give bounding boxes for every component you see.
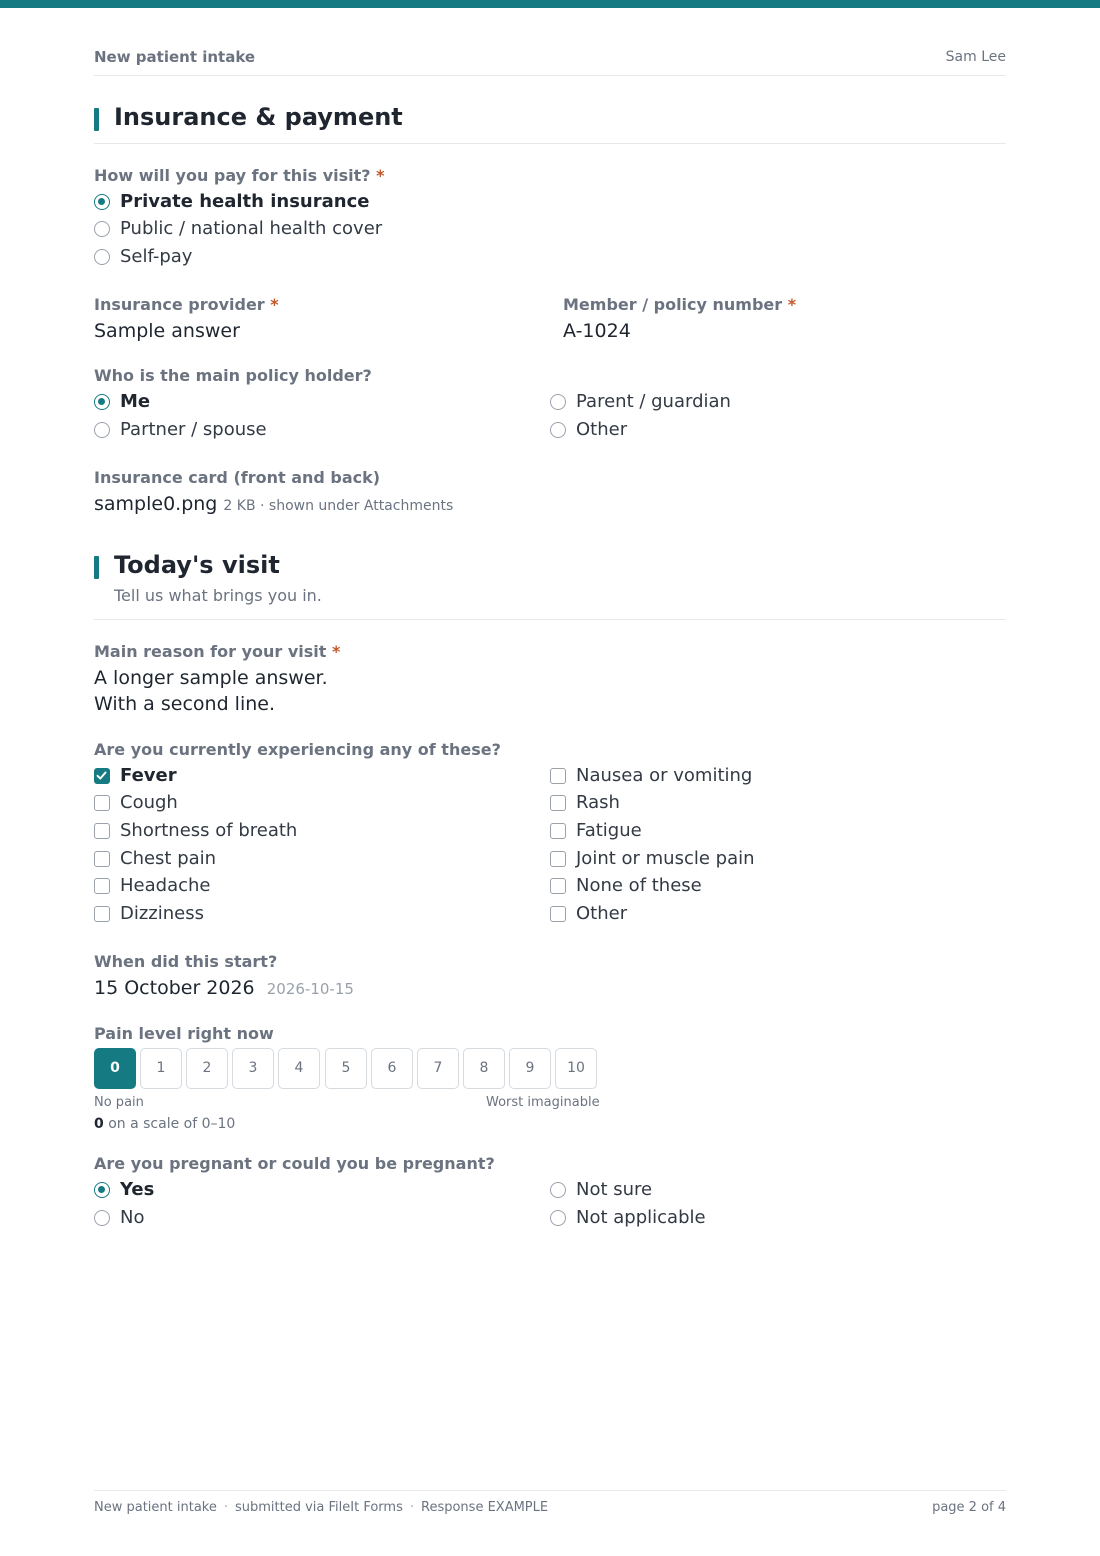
pain-scale-option-0[interactable]: 0: [94, 1048, 136, 1089]
question-label-payment: How will you pay for this visit? *: [94, 166, 385, 185]
pain-scale-option-5[interactable]: 5: [325, 1048, 367, 1089]
checkbox-empty-icon: [550, 768, 566, 784]
checkbox-empty-icon: [94, 823, 110, 839]
checkbox-empty-icon: [94, 795, 110, 811]
pain-scale-option-6[interactable]: 6: [371, 1048, 413, 1089]
checkbox-empty-icon: [94, 851, 110, 867]
footer-response-id: Response EXAMPLE: [421, 1500, 549, 1515]
radio-empty-icon: [550, 394, 566, 410]
question-label-reason: Main reason for your visit *: [94, 642, 341, 661]
question-label-start-date: When did this start?: [94, 952, 278, 971]
required-marker: *: [270, 295, 279, 314]
pain-scale-option-9[interactable]: 9: [509, 1048, 551, 1089]
attachment-file-name[interactable]: sample0.png: [94, 493, 218, 515]
question-label-pregnant: Are you pregnant or could you be pregnant?: [94, 1154, 495, 1173]
pain-scale-option-4[interactable]: 4: [278, 1048, 320, 1089]
pain-scale-option-8[interactable]: 8: [463, 1048, 505, 1089]
question-label-pain-level: Pain level right now: [94, 1024, 274, 1043]
pain-scale-option-7[interactable]: 7: [417, 1048, 459, 1089]
section-visit: [94, 551, 1006, 620]
footer-info: New patient intake · submitted via FileIt Forms · Response EXAMPLE: [94, 1500, 549, 1515]
user-name: Sam Lee: [945, 49, 1006, 65]
checkbox-empty-icon: [94, 906, 110, 922]
footer-submitted-via: submitted via FileIt Forms: [235, 1500, 403, 1515]
pain-scale-option-10[interactable]: 10: [555, 1048, 597, 1089]
radio-empty-icon: [94, 221, 110, 237]
radio-empty-icon: [94, 249, 110, 265]
pain-scale-option-1[interactable]: 1: [140, 1048, 182, 1089]
answer-reason-line-2: With a second line.: [94, 693, 275, 715]
form-page: New patient intake Sam Lee Insurance & payment How will you pay for this visit? * Private health insurance Public / national health cover Self-pay Insurance provider * Sample answer Member / policy number * A-1024 Who is the main policy holder? Me Partner / spouse Parent / guardian Other Insurance card (front and back) sample0.png 2 KB · shown under Attachments Today's visit Tell us what brings you in. Main reason for your visit * A longer sample answer. With a second line. Are you currently experiencing any of these? Fever Cough Shortness of breath Chest pain Headache Dizziness Nausea or vomiting Rash Fatigue Joint or muscle pain None of these Other When did this start? 15 October 2026 2026-10-15 Pain level right now 0 1 2 3 4 5 6 7 8 9 10 No pain Worst imaginable 0 on a scale of 0–10 Are you pregnant or could you be pregnant? Yes No Not sure Not applicable New patient intake · submitted via FileIt Forms · Response EXAMPLE page 2 of 4: [94, 48, 1006, 1515]
page-number: page 2 of 4: [932, 1500, 1006, 1515]
date-iso: 2026-10-15: [266, 980, 354, 998]
section-title: Today's visit: [114, 551, 280, 579]
section-title: Insurance & payment: [114, 103, 403, 131]
checkbox-empty-icon: [550, 823, 566, 839]
attachment-insurance-card: [94, 491, 453, 519]
section-marker: [94, 556, 99, 579]
radio-empty-icon: [94, 1210, 110, 1226]
answer-reason-line-1: A longer sample answer.: [94, 667, 328, 689]
section-insurance: [94, 103, 1006, 144]
pain-scale-value: [94, 1116, 235, 1132]
pain-scale-max-label: Worst imaginable: [486, 1095, 600, 1110]
section-marker: [94, 108, 99, 131]
checkbox-empty-icon: [550, 851, 566, 867]
radio-selected-icon: [94, 1182, 110, 1198]
page-footer: [94, 1490, 1006, 1515]
footer-form-name: New patient intake: [94, 1500, 217, 1515]
question-label-policy-holder: Who is the main policy holder?: [94, 366, 372, 385]
question-label-member-number: Member / policy number *: [563, 295, 797, 314]
section-subtitle: Tell us what brings you in.: [114, 586, 322, 605]
required-marker: *: [376, 166, 385, 185]
radio-selected-icon: [94, 194, 110, 210]
checkbox-empty-icon: [550, 906, 566, 922]
radio-empty-icon: [94, 422, 110, 438]
pain-value: 0: [94, 1116, 104, 1132]
checkbox-empty-icon: [550, 878, 566, 894]
attachment-meta: 2 KB · shown under Attachments: [223, 498, 454, 514]
pain-scale-option-2[interactable]: 2: [186, 1048, 228, 1089]
question-label-symptoms: Are you currently experiencing any of these?: [94, 740, 501, 759]
radio-empty-icon: [550, 1182, 566, 1198]
answer-member-number: A-1024: [563, 320, 631, 342]
radio-empty-icon: [550, 422, 566, 438]
answer-provider: Sample answer: [94, 320, 240, 342]
radio-empty-icon: [550, 1210, 566, 1226]
required-marker: *: [332, 642, 341, 661]
checkbox-empty-icon: [550, 795, 566, 811]
pain-scale-min-label: No pain: [94, 1095, 144, 1110]
checkbox-empty-icon: [94, 878, 110, 894]
question-label-insurance-card: Insurance card (front and back): [94, 468, 381, 487]
form-title: New patient intake: [94, 48, 256, 66]
date-value: 15 October 2026: [94, 977, 255, 999]
pain-scale-suffix: on a scale of 0–10: [108, 1116, 236, 1132]
checkbox-checked-icon: [94, 768, 110, 784]
page-header: [94, 48, 1006, 76]
radio-selected-icon: [94, 394, 110, 410]
pain-scale-option-3[interactable]: 3: [232, 1048, 274, 1089]
question-label-provider: Insurance provider *: [94, 295, 279, 314]
required-marker: *: [787, 295, 797, 314]
answer-start-date: [94, 975, 354, 1002]
